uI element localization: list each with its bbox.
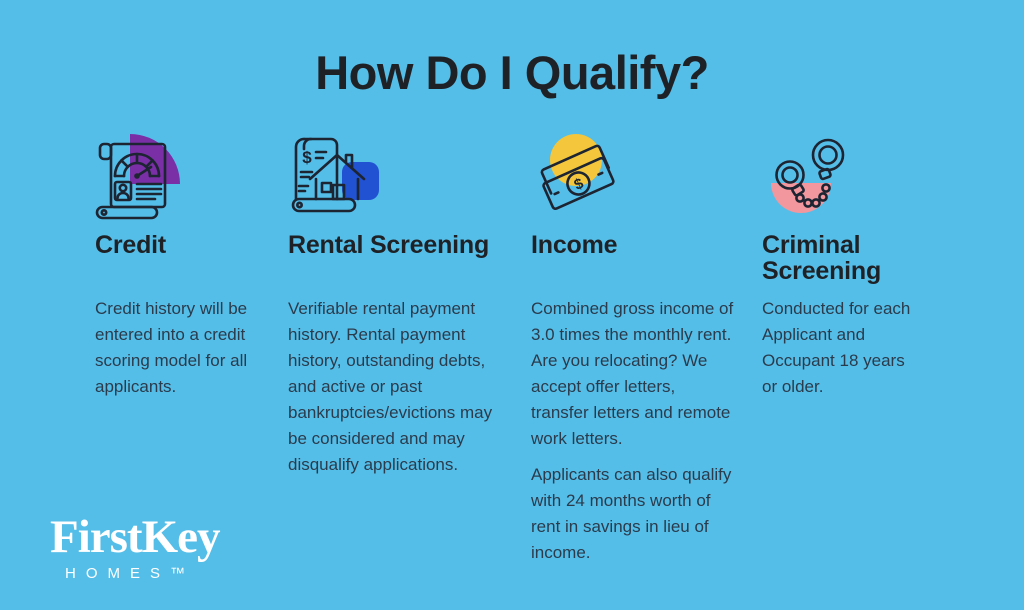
criminal-screening-body: [762, 296, 952, 400]
body-line: history. Rental payment: [288, 325, 466, 344]
column-income: [531, 126, 763, 566]
body-line: scoring model for all: [95, 351, 248, 370]
body-line: Conducted for each: [762, 299, 911, 318]
body-line: income.: [531, 543, 591, 562]
body-line: history, outstanding debts,: [288, 351, 486, 370]
body-line: work letters.: [531, 429, 623, 448]
body-line: accept offer letters,: [531, 377, 676, 396]
body-line: 3.0 times the monthly rent.: [531, 325, 732, 344]
credit-heading: Credit: [95, 231, 167, 259]
body-line: with 24 months worth of: [531, 491, 711, 510]
body-line: Verifiable rental payment: [288, 299, 476, 318]
body-line: bankruptcies/evictions may: [288, 403, 493, 422]
column-rental-screening: [288, 126, 523, 478]
income-body-paragraph-1: [531, 296, 763, 452]
body-line: or older.: [762, 377, 824, 396]
dollar-glyph: $: [302, 148, 312, 167]
income-heading: Income: [531, 231, 618, 259]
column-credit: [95, 126, 285, 400]
rental-screening-heading: Rental Screening: [288, 231, 490, 259]
body-line: rent in savings in lieu of: [531, 517, 709, 536]
rental-screening-body: [288, 296, 523, 478]
blue-square-accent: [342, 162, 379, 200]
handcuffs-icon: [762, 126, 952, 218]
body-line: and active or past: [288, 377, 423, 396]
body-line: Credit history will be: [95, 299, 248, 318]
body-line: Occupant 18 years: [762, 351, 905, 370]
firstkey-homes-logo: [50, 512, 220, 582]
cash-banknotes-icon: [531, 126, 763, 218]
logo-sub-text: HOMES™: [65, 564, 196, 582]
body-line: Applicants can also qualify: [531, 465, 732, 484]
body-line: Applicant and: [762, 325, 866, 344]
body-line: entered into a credit: [95, 325, 246, 344]
body-line: be considered and may: [288, 429, 465, 448]
criminal-screening-heading: Criminal Screening: [762, 231, 882, 285]
rental-ledger-house-icon: [288, 126, 523, 218]
body-line: Are you relocating? We: [531, 351, 708, 370]
body-line: disqualify applications.: [288, 455, 459, 474]
body-line: transfer letters and remote: [531, 403, 731, 422]
logo-brand-text: FirstKey: [50, 511, 220, 563]
credit-body: [95, 296, 285, 400]
body-line: applicants.: [95, 377, 177, 396]
credit-score-gauge-document-icon: [95, 126, 285, 218]
column-criminal-screening: [762, 126, 952, 400]
income-body-paragraph-2: [531, 462, 763, 566]
dollar-glyph: $: [571, 174, 587, 194]
body-line: Combined gross income of: [531, 299, 734, 318]
page-title: How Do I Qualify?: [315, 46, 709, 99]
